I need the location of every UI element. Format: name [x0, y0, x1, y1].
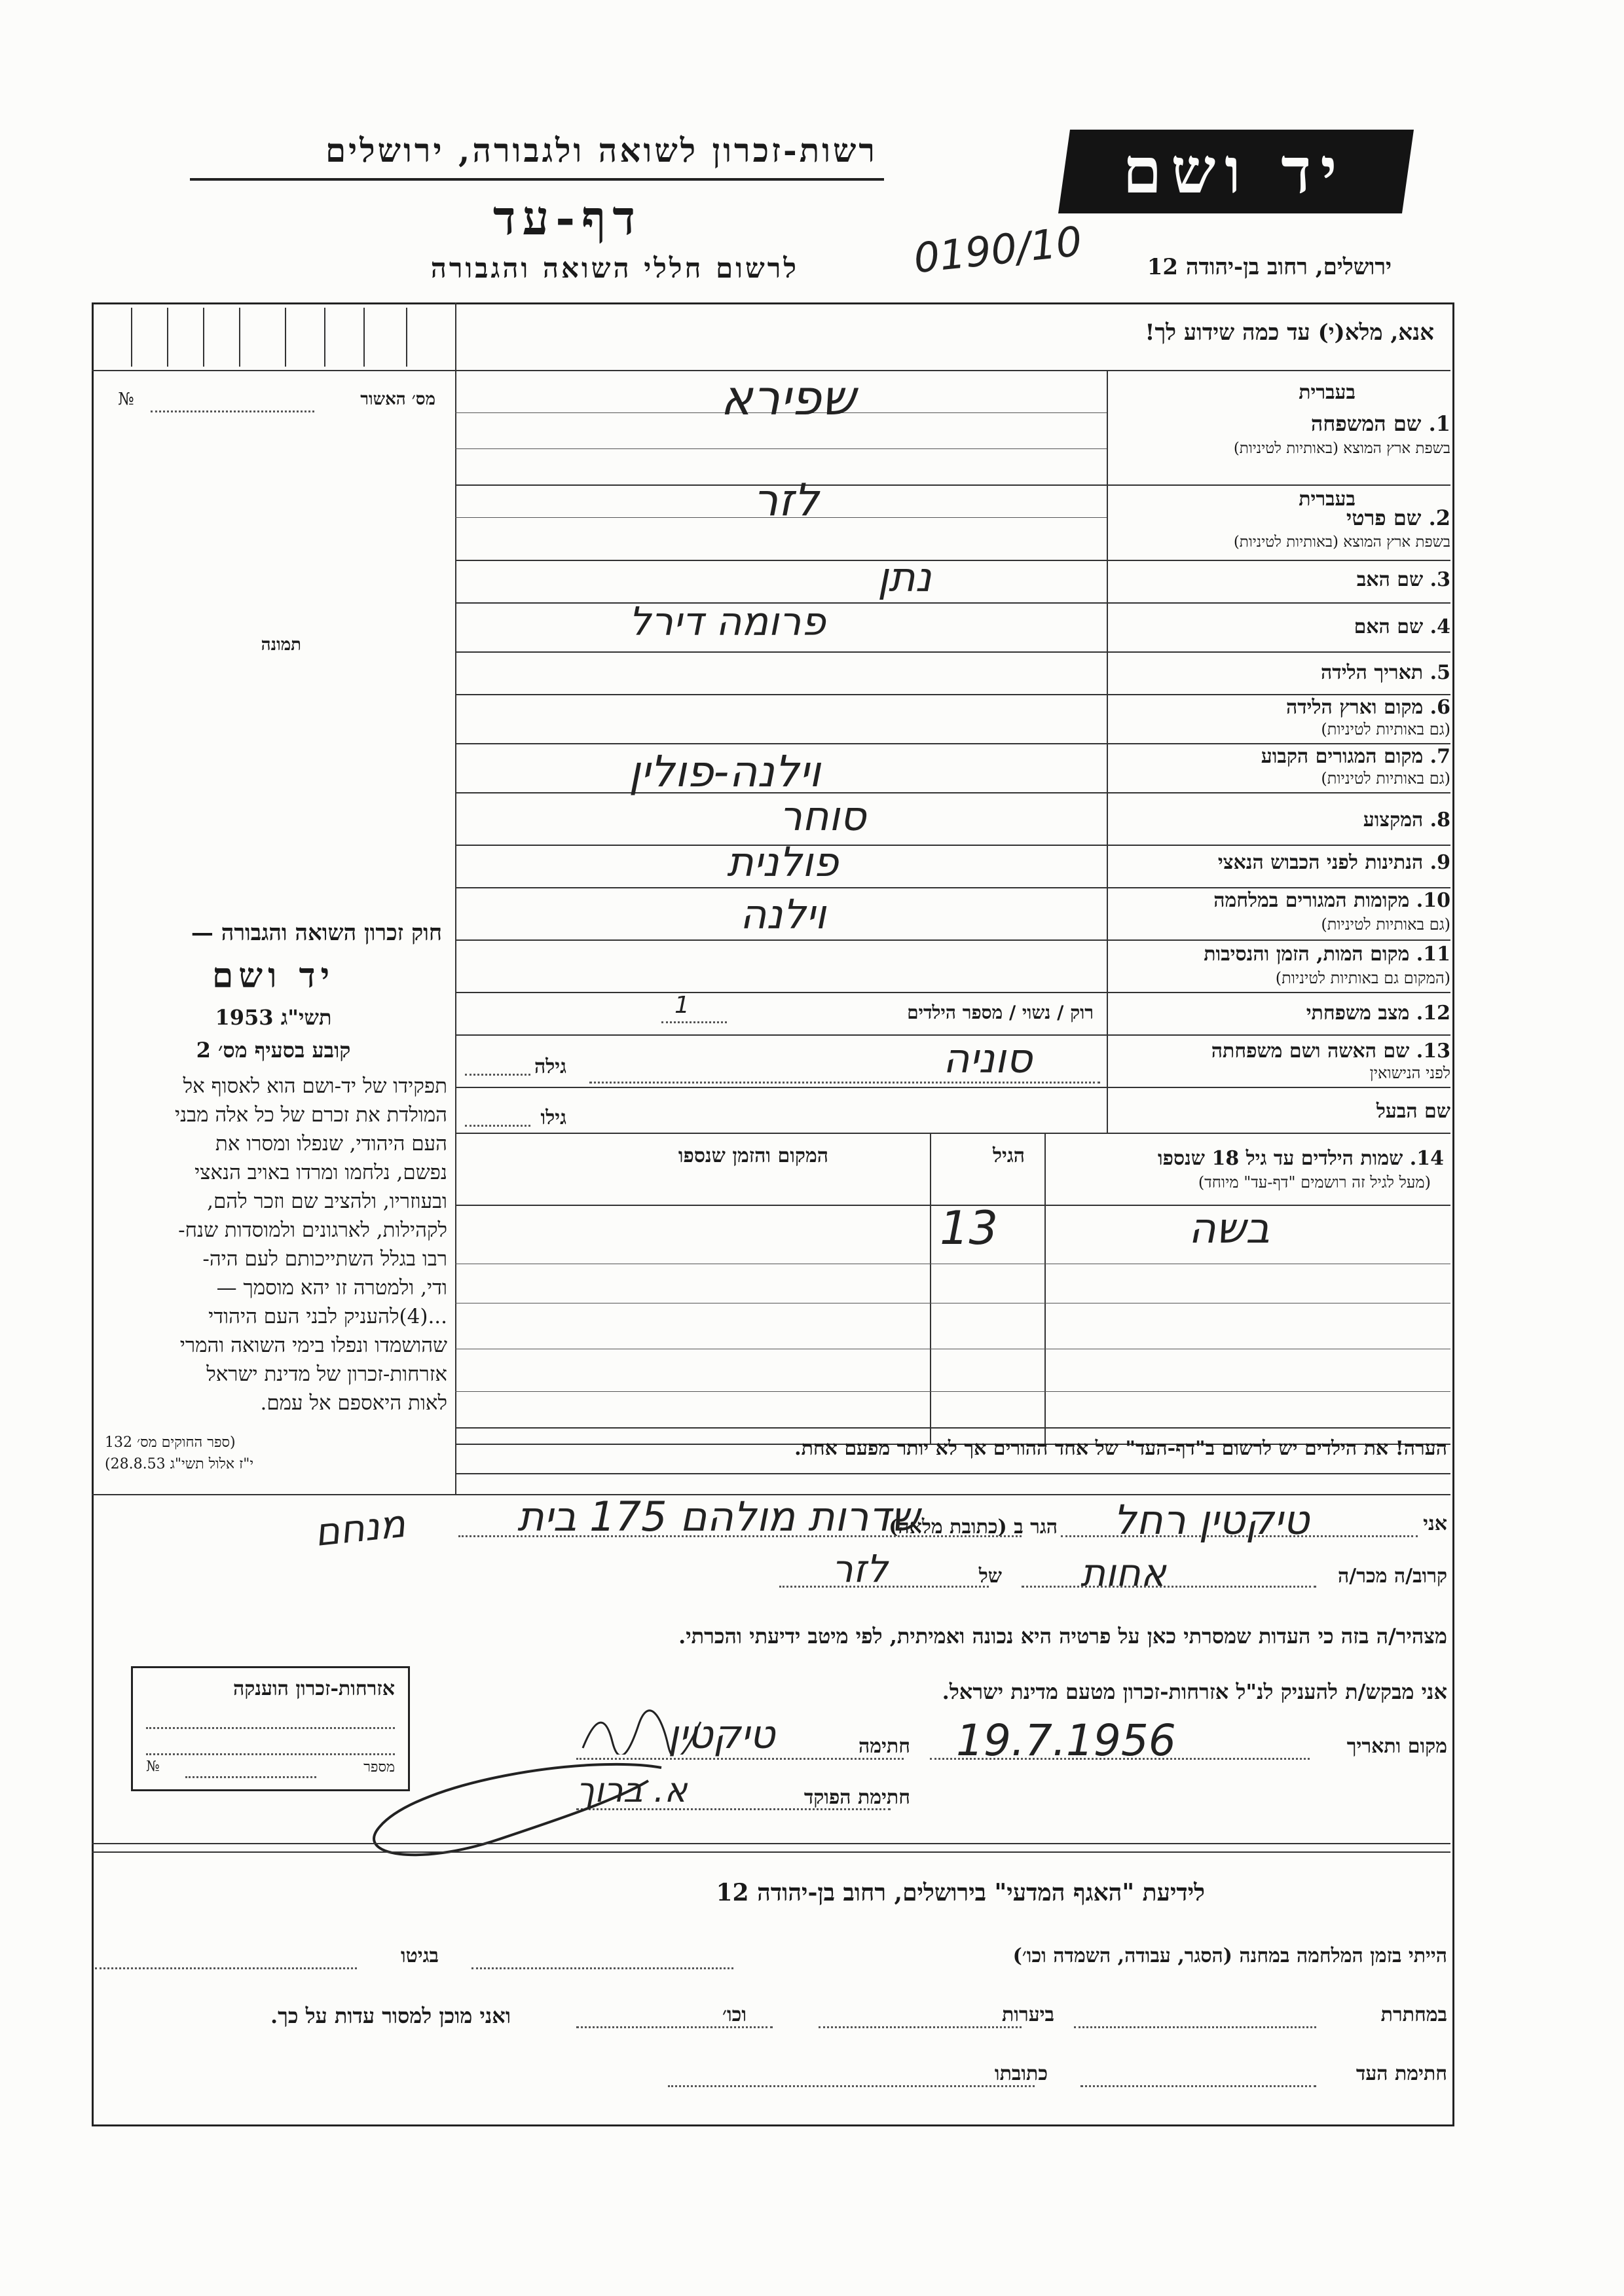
children-table — [455, 1133, 1450, 1444]
field-9-label: 9. הנתינות לפני הכבוש הנאצי — [1217, 851, 1450, 874]
wife-name-field[interactable] — [589, 1082, 1100, 1084]
citizenship-box — [131, 1666, 410, 1791]
wife-age-label: גילה — [534, 1055, 566, 1078]
field-13-sub: לפני הנישואין — [1369, 1064, 1450, 1082]
child-age-value[interactable]: 13 — [940, 1201, 999, 1255]
field-1-label: 1. שם המשפחה — [1310, 411, 1450, 436]
ghetto-field[interactable] — [95, 1967, 357, 1969]
residing-value[interactable]: שדרות מולהם 175 בית — [517, 1493, 920, 1540]
husband-label: שם הבעל — [1376, 1100, 1450, 1123]
research-ghetto-label: בגיטו — [400, 1944, 439, 1967]
citizenship-number-field[interactable] — [185, 1776, 316, 1778]
children-note: הערה! את הילדים יש לרשום ב"דף-העד" של אחד ההורים אך לא יותר מפעם אחת. — [794, 1437, 1447, 1460]
underground-field[interactable] — [1074, 2026, 1316, 2028]
photo-label: תמונה — [261, 635, 301, 655]
law-ref-1: (ספר החוקים מס׳ 132 — [105, 1434, 236, 1451]
field-2-label: 2. שם פרטי — [1346, 505, 1450, 530]
field-10-label: 10. מקומות המגורים במלחמה — [1213, 889, 1450, 912]
field-4-label: 4. שם האם — [1354, 615, 1450, 638]
field-6-sub: (גם באותיות לטיניות) — [1321, 720, 1450, 738]
wife-name-value[interactable]: סוניה — [943, 1034, 1033, 1082]
field-2-sub: בשפת ארץ המוצא (באותיות לטיניות) — [1233, 534, 1450, 551]
husband-age-field[interactable] — [465, 1125, 530, 1127]
occupation-value[interactable]: סוחר — [779, 792, 866, 840]
field-6-label: 6. מקום וארץ הלידה — [1285, 696, 1450, 719]
residing-city-value[interactable]: מנחם — [312, 1501, 408, 1556]
signature-value[interactable]: טיקטין — [668, 1712, 775, 1758]
witness-address-field[interactable] — [668, 2085, 1035, 2087]
law-title: חוק זכרון השואה והגבורה — — [191, 920, 442, 946]
cert-number-field[interactable] — [151, 410, 314, 412]
marital-options: רוק / נשוי / מספר הילדים — [907, 1002, 1094, 1023]
law-ref-2: י"ז אלול תשי"ג 28.8.53) — [105, 1456, 254, 1472]
wife-age-field[interactable] — [465, 1074, 530, 1076]
citizenship-no-sign: № — [146, 1758, 160, 1775]
top-boxes — [95, 308, 455, 367]
of-label: של — [978, 1565, 1002, 1588]
declaration-statement: מצהיר/ה בזה כי העדות שמסרתי כאן על פרטיה היא נכונה ואמיתית, לפי מיטב ידיעתי והכרתי. — [678, 1624, 1447, 1649]
field-8-label: 8. המקצוע — [1363, 809, 1450, 831]
field-5-label: 5. תאריך הלידה — [1321, 661, 1450, 684]
field-3-label: 3. שם האב — [1356, 568, 1450, 591]
wartime-residence-value[interactable]: וילנה — [740, 890, 826, 938]
witness-address-label: כתובתו — [994, 2062, 1048, 2085]
children-count-field[interactable] — [661, 1021, 727, 1023]
place-header: המקום והזמן שנספו — [678, 1144, 828, 1167]
field-11-label: 11. מקום המות, הזמן והנסיבות — [1204, 943, 1450, 966]
of-value[interactable]: לזר — [832, 1546, 888, 1591]
nationality-value[interactable]: פולנית — [727, 838, 839, 886]
field-1-sub: בשפת ארץ המוצא (באותיות לטיניות) — [1233, 440, 1450, 457]
father-name-value[interactable]: נתן — [877, 553, 932, 601]
forests-field[interactable] — [819, 2026, 1022, 2028]
field-2-hebrew: בעברית — [1299, 488, 1356, 511]
relation-field[interactable] — [1022, 1586, 1316, 1588]
research-underground-label: במחתרת — [1380, 2003, 1447, 2026]
age-header: הגיל — [992, 1144, 1025, 1167]
left-panel — [92, 370, 455, 1496]
child-name-value[interactable]: בשה — [1189, 1205, 1270, 1253]
cert-no-sign: № — [118, 390, 134, 409]
camp-field[interactable] — [471, 1967, 733, 1969]
declarant-i-label: אני — [1423, 1512, 1447, 1535]
institution-name: רשות-זכרון לשואה ולגבורה, ירושלים — [325, 131, 877, 170]
law-section: קובע בסעיף מס׳ 2 — [196, 1038, 351, 1063]
citizenship-request: אני מבקש/ת להעניק לנ"ל אזרחות-זכרון מטעם מדינת ישראל. — [942, 1679, 1447, 1704]
field-11-sub: (המקום גם באותיות לטיניות) — [1275, 969, 1450, 987]
cert-number-label: מס׳ האשור — [360, 390, 435, 409]
table-row — [455, 1201, 1450, 1264]
law-text: תפקידו של יד-ושם הוא לאסוף אל המולדת את זכרם של כל אלה מבני העם היהודי, שנפלו ומסרו את נפשם, נלחמו ומרדו באויב הנאצי ובעוזריו, ולהציב שם וזכר להם, לקהילות, לארגונים ולמוסדות שנח- רבו בגלל השתייכותם לעם היה- ודי, ולמטרה זו יהא מוסמך — ...(4)להעניק לבני העם היהודי שהושמדו ונפלו בימי השואה והמרי אזרחות-זכרון של מדינת ישראל לאות היאספם אל עמם. — [174, 1074, 447, 1415]
header — [0, 0, 1624, 288]
form-subtitle: לרשום חללי השואה והגבורה — [430, 252, 799, 284]
children-sub: (מעל לגיל זה רושמים "דף-עד" מיוחד) — [1198, 1173, 1431, 1192]
intro-instruction: אנא, מלא(י) עד כמה שידוע לך! — [1145, 319, 1434, 346]
etc-field[interactable] — [576, 2026, 773, 2028]
law-year: תשי"ג 1953 — [215, 1005, 332, 1030]
date-value[interactable]: 19.7.1956 — [956, 1715, 1176, 1766]
research-title: לידיעת "האגף המדעי" בירושלים, רחוב בן-יהודה 12 — [716, 1879, 1205, 1906]
official-signature-value[interactable]: א. ברוך — [576, 1771, 688, 1810]
children-count-value[interactable]: 1 — [674, 992, 690, 1019]
citizenship-box-title: אזרחות-זכרון הוענקה — [232, 1677, 395, 1700]
first-name-value[interactable]: לזר — [753, 475, 819, 526]
field-1-hebrew: בעברית — [1299, 381, 1356, 404]
law-name: יד ושם — [212, 956, 335, 996]
relative-label: קרוב/ה מכר/ה — [1338, 1565, 1447, 1588]
husband-age-label: גילו — [540, 1106, 566, 1129]
law-box — [92, 900, 455, 1496]
field-13-label: 13. שם האשה ושם משפחתה — [1211, 1040, 1450, 1063]
field-7-sub: (גם באותיות לטיניות) — [1321, 769, 1450, 788]
field-7-label: 7. מקום המגורים הקבוע — [1261, 745, 1450, 768]
mother-name-value[interactable]: פרומה דירל — [629, 599, 826, 645]
field-10-sub: (גם באותיות לטיניות) — [1321, 915, 1450, 934]
address: ירושלים, רחוב בן-יהודה 12 — [1147, 254, 1392, 280]
research-ready-label: ואני מוכן למסור עדות על כך. — [270, 2003, 511, 2028]
children-label: 14. שמות הילדים עד גיל 18 שנספו — [1157, 1147, 1444, 1170]
surname-value[interactable]: שפירא — [720, 370, 856, 426]
file-number: 0190/10 — [911, 217, 1084, 283]
residing-label: הגר ב (כתובת מלאה) — [889, 1516, 1058, 1539]
research-etc-label: וכו׳ — [722, 2003, 747, 2026]
place-date-label: מקום ותאריך — [1346, 1735, 1447, 1758]
witness-signature-label: חתימת העד — [1356, 2062, 1447, 2085]
relation-value[interactable]: אחות — [1080, 1550, 1166, 1595]
official-signature-label: חתימת הפוקד — [803, 1786, 910, 1809]
logo-text: יד ושם — [1122, 134, 1346, 208]
declarant-name-value[interactable]: טיקטין רחל — [1113, 1496, 1310, 1544]
form-title: דף-עד — [492, 190, 642, 246]
witness-signature-field[interactable] — [1080, 2085, 1316, 2087]
field-12-label: 12. מצב משפחתי — [1306, 1002, 1450, 1025]
residence-value[interactable]: וילנה-פולין — [629, 746, 821, 797]
research-camp-label: הייתי בזמן המלחמה במחנה (הסגר, עבודה, השמדה וכו׳) — [1012, 1944, 1447, 1967]
research-forests-label: ביערות — [1001, 2003, 1054, 2026]
signature-label: חתימה — [858, 1735, 910, 1758]
citizenship-number-label: מספר — [363, 1759, 395, 1776]
